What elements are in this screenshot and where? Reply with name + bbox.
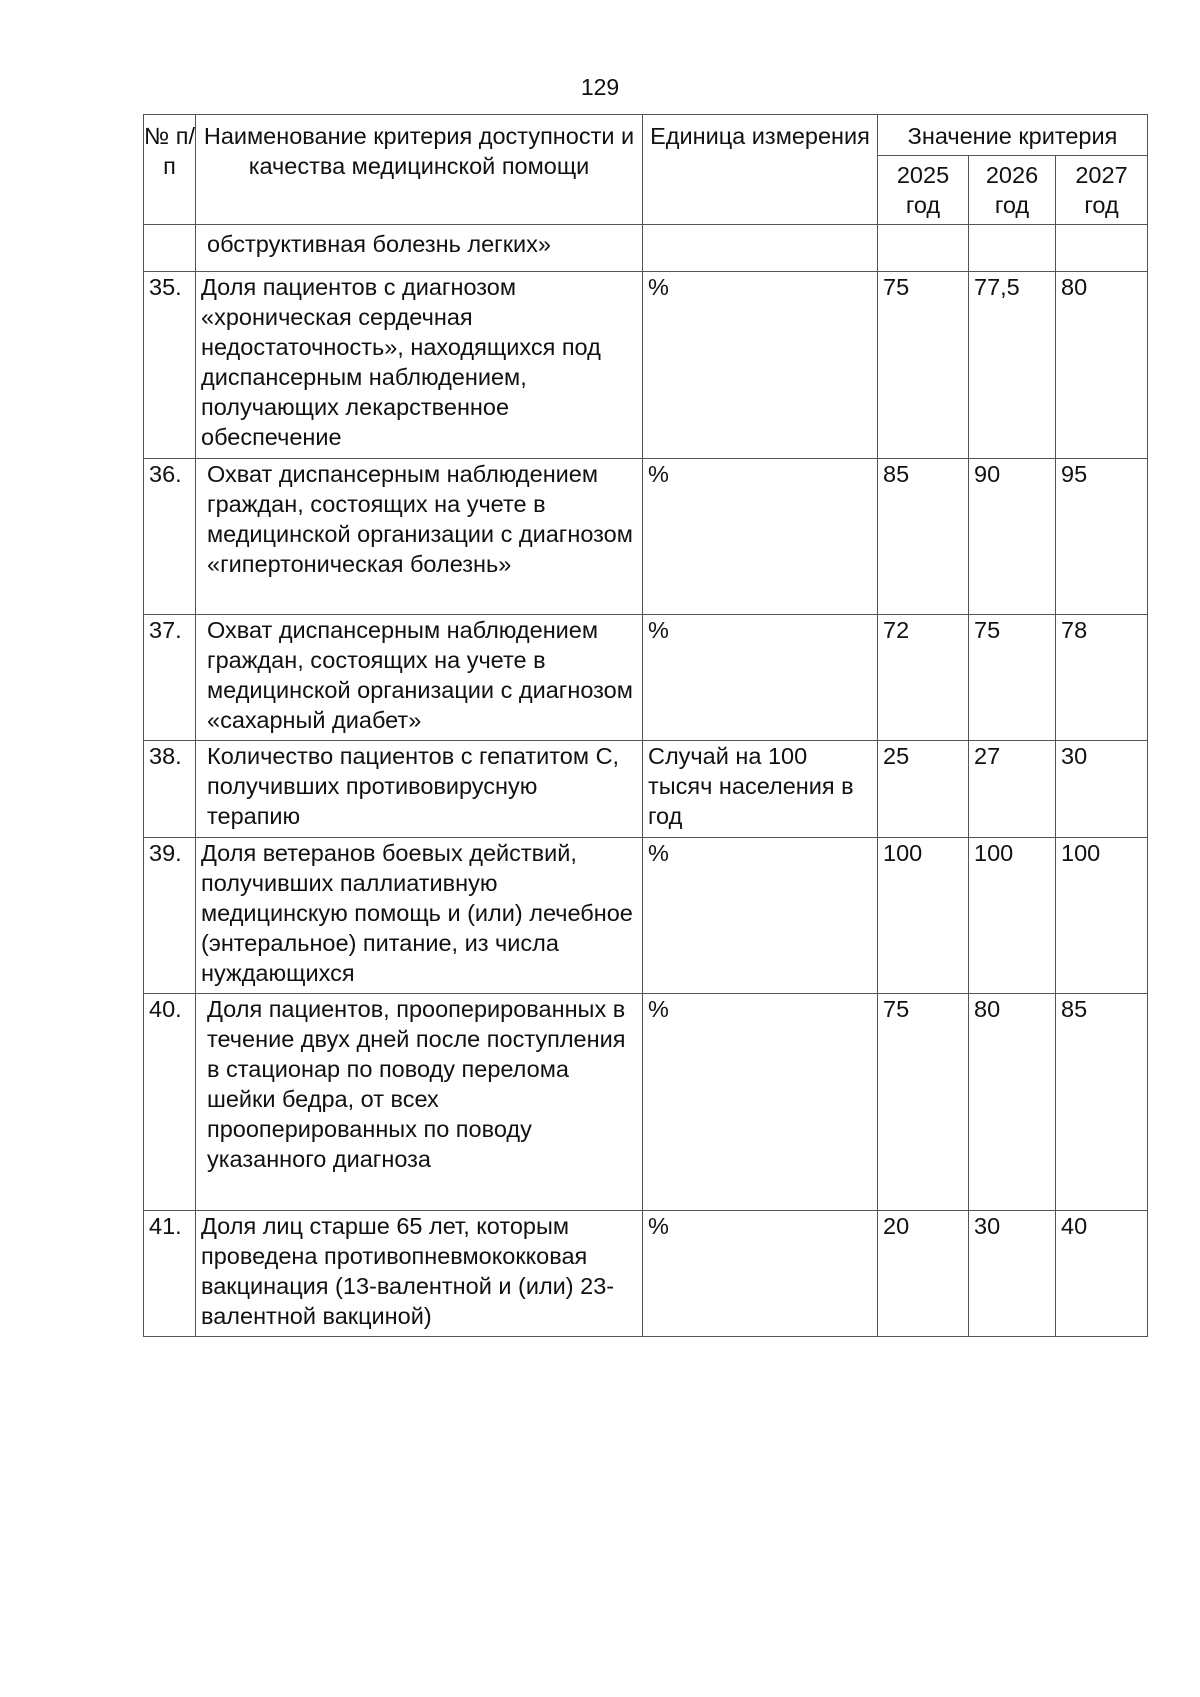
cell-value-2025: 75 [878, 994, 969, 1211]
header-year-2027: 2027 год [1056, 156, 1148, 225]
cell-value-2025: 72 [878, 615, 969, 741]
header-year-2026: 2026 год [969, 156, 1056, 225]
cell-unit: % [643, 615, 878, 741]
table-row [144, 994, 1148, 1211]
cell-number: 35. [144, 272, 196, 459]
cell-number: 39. [144, 838, 196, 994]
cell-criterion-name: Доля пациентов с диагнозом «хроническая сердечная недостаточность», находящихся под диспансерным наблюдением, получающих лекарственное обеспечение [196, 272, 643, 459]
table-row [144, 272, 1148, 459]
cell-unit: Случай на 100 тысяч населения в год [643, 741, 878, 838]
cell-value-2025: 75 [878, 272, 969, 459]
header-row [144, 115, 1148, 156]
header-criterion-name: Наименование критерия доступности и качества медицинской помощи [196, 115, 643, 225]
cell-criterion-name: Доля пациентов, прооперированных в течение двух дней после поступления в стационар по поводу перелома шейки бедра, от всех прооперированных по поводу указанного диагноза [196, 994, 643, 1211]
cell-criterion-name: Количество пациентов с гепатитом С, получивших противовирусную терапию [196, 741, 643, 838]
cell-unit: % [643, 459, 878, 615]
cell-value-2027: 30 [1056, 741, 1148, 838]
cell-number: 40. [144, 994, 196, 1211]
cell-criterion-name: Доля лиц старше 65 лет, которым проведена противопневмококковая вакцинация (13-валентной и (или) 23-валентной вакциной) [196, 1211, 643, 1337]
cell-value-2027: 85 [1056, 994, 1148, 1211]
cell-value-2026: 90 [969, 459, 1056, 615]
cell-value-2027: 78 [1056, 615, 1148, 741]
cell-criterion-name: Охват диспансерным наблюдением граждан, состоящих на учете в медицинской организации с диагнозом «гипертоническая болезнь» [196, 459, 643, 615]
table-row [144, 838, 1148, 994]
cell-value-2026 [969, 225, 1056, 272]
cell-value-2025: 85 [878, 459, 969, 615]
cell-unit: % [643, 272, 878, 459]
table-row-continuation [144, 225, 1148, 272]
cell-value-2027: 40 [1056, 1211, 1148, 1337]
cell-value-2026: 27 [969, 741, 1056, 838]
table-row [144, 459, 1148, 615]
cell-value-2026: 80 [969, 994, 1056, 1211]
cell-number: 37. [144, 615, 196, 741]
cell-number [144, 225, 196, 272]
header-unit: Единица измерения [643, 115, 878, 225]
cell-value-2026: 30 [969, 1211, 1056, 1337]
page-number: 129 [580, 74, 620, 100]
cell-number: 36. [144, 459, 196, 615]
cell-value-2025: 100 [878, 838, 969, 994]
cell-value-2026: 100 [969, 838, 1056, 994]
cell-number: 38. [144, 741, 196, 838]
cell-value-2025: 25 [878, 741, 969, 838]
cell-value-2025: 20 [878, 1211, 969, 1337]
cell-number: 41. [144, 1211, 196, 1337]
cell-value-2027: 100 [1056, 838, 1148, 994]
cell-value-2027: 95 [1056, 459, 1148, 615]
header-year-2025: 2025 год [878, 156, 969, 225]
cell-unit: % [643, 1211, 878, 1337]
cell-unit [643, 225, 878, 272]
table-row [144, 1211, 1148, 1337]
cell-value-2025 [878, 225, 969, 272]
header-value-group: Значение критерия [878, 115, 1148, 156]
cell-value-2026: 75 [969, 615, 1056, 741]
criteria-table [143, 114, 1148, 1337]
cell-value-2027 [1056, 225, 1148, 272]
cell-value-2027: 80 [1056, 272, 1148, 459]
cell-unit: % [643, 994, 878, 1211]
cell-unit: % [643, 838, 878, 994]
cell-criterion-name: обструктивная болезнь легких» [196, 225, 643, 272]
cell-criterion-name: Доля ветеранов боевых действий, получивших паллиативную медицинскую помощь и (или) лечебное (энтеральное) питание, из числа нуждающихся [196, 838, 643, 994]
table-row [144, 615, 1148, 741]
table-row [144, 741, 1148, 838]
cell-criterion-name: Охват диспансерным наблюдением граждан, состоящих на учете в медицинской организации с диагнозом «сахарный диабет» [196, 615, 643, 741]
header-number: № п/п [144, 115, 196, 225]
cell-value-2026: 77,5 [969, 272, 1056, 459]
